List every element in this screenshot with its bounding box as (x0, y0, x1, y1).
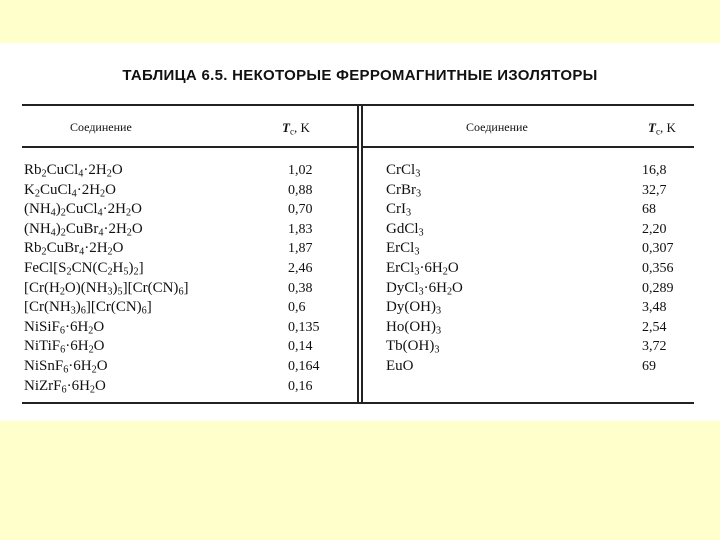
tc-value: 0,307 (642, 241, 674, 257)
tc-value: 1,83 (288, 221, 313, 237)
compound-formula: $K_2CuCl_4\cdot 2H_2O$ (24, 181, 116, 200)
table-sheet (0, 43, 720, 421)
compound-formula: GdCl$_3$ (386, 220, 424, 239)
left-tc-column (288, 161, 320, 396)
tc-value: 0,164 (288, 358, 320, 374)
tc-value: 0,356 (642, 260, 674, 276)
tc-value: 3,72 (642, 339, 667, 355)
tc-value: 3,48 (642, 300, 667, 316)
header-underline-right (362, 146, 694, 148)
tc-value: 2,54 (642, 319, 667, 335)
tc-value: 16,8 (642, 163, 667, 178)
tc-value: 0,88 (288, 182, 313, 198)
bottom-rule (22, 402, 694, 404)
compound-formula: $Dy(OH)_3$ (386, 299, 442, 317)
compound-formula: $NiZrF_6\cdot 6H_2O$ (24, 377, 106, 396)
compound-formula: $DyCl_3\cdot 6H_2O$ (386, 279, 463, 298)
header-underline-left (22, 146, 357, 148)
right-tc-column (642, 161, 674, 377)
compound-formula: $Rb_2CuCl_4\cdot 2H_2O$ (24, 162, 123, 180)
compound-formula: $Rb_2CuBr_4\cdot 2H_2O$ (24, 240, 124, 258)
compound-formula: $(NH_4)_2CuBr_4\cdot 2H_2O$ (24, 220, 143, 239)
tc-value: 0,14 (288, 339, 313, 355)
tc-value: 0,135 (288, 319, 320, 335)
compound-formula: EuO (386, 357, 414, 374)
compound-formula: CrBr$_3$ (386, 181, 422, 200)
tc-value: 32,7 (642, 182, 667, 198)
tc-value: 2,20 (642, 221, 667, 237)
tc-value: 0,289 (642, 280, 674, 296)
header-compound-left: Соединение (70, 120, 132, 134)
tc-value: 68 (642, 202, 656, 218)
column-divider (357, 104, 359, 404)
compound-formula: $[Cr(NH_3)_6][Cr(CN)_6]$ (24, 299, 152, 317)
header-tc-left: $T_c$, K (282, 120, 310, 137)
compound-formula: $NiSiF_6\cdot 6H_2O$ (24, 318, 105, 337)
compound-formula: $(NH_4)_2CuCl_4\cdot 2H_2O$ (24, 201, 142, 219)
tc-value: 1,02 (288, 163, 313, 178)
compound-formula: ErCl$_3$ (386, 240, 420, 258)
table-title: ТАБЛИЦА 6.5. НЕКОТОРЫЕ ФЕРРОМАГНИТНЫЕ ИЗОЛЯТОРЫ (122, 67, 598, 84)
column-divider-inner (361, 104, 363, 404)
tc-value: 2,46 (288, 260, 313, 276)
compound-formula: $NiTiF_6\cdot 6H_2O$ (24, 338, 105, 356)
left-compound-column (24, 161, 189, 396)
right-compound-column (386, 161, 463, 377)
tc-value: 0,70 (288, 202, 313, 218)
compound-formula: $NiSnF_6\cdot 6H_2O$ (24, 357, 108, 376)
compound-formula: $Ho(OH)_3$ (386, 318, 442, 337)
compound-formula: $[Cr(H_2O)(NH_3)_5][Cr(CN)_6]$ (24, 279, 189, 298)
tc-value: 0,38 (288, 280, 313, 296)
tc-value: 69 (642, 358, 656, 374)
compound-formula: CrCl$_3$ (386, 162, 421, 180)
tc-value: 0,16 (288, 378, 313, 394)
header-tc-right: $T_c$, K (648, 120, 676, 137)
compound-formula: $FeCl[S_2CN(C_2H_5)_2]$ (24, 259, 144, 278)
tc-value: 1,87 (288, 241, 313, 257)
compound-formula: $ErCl_3\cdot 6H_2O$ (386, 259, 459, 278)
compound-formula: $Tb(OH)_3$ (386, 338, 440, 356)
tc-value: 0,6 (288, 300, 306, 316)
compound-formula: CrI$_3$ (386, 201, 412, 219)
header-compound-right: Соединение (466, 120, 528, 134)
